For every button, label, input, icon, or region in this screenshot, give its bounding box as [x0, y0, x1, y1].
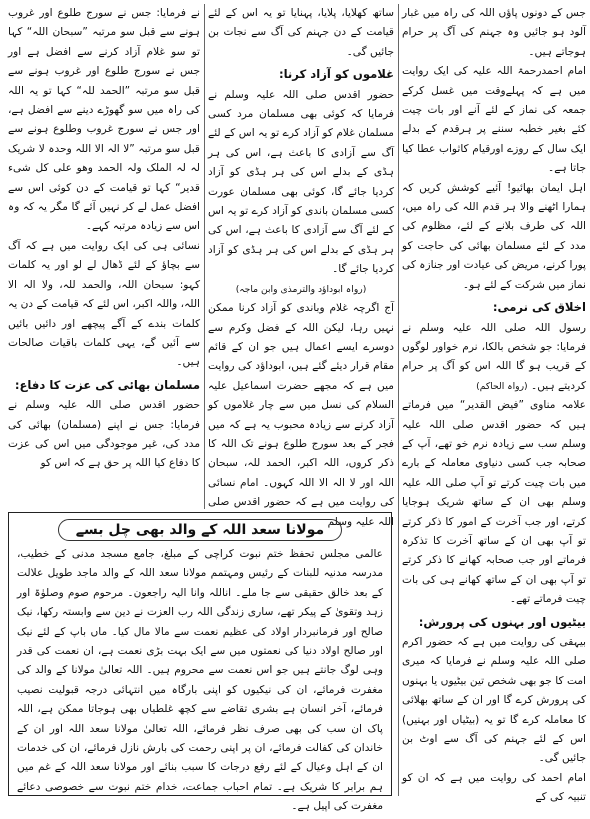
column-divider — [398, 4, 399, 796]
paragraph: حضور اقدس صلی اللہ علیہ وسلم نے فرمایا: جس نے اپنے (مسلمان) بھائی کی مدد کی، غیر موجودگی میں اس کی عزت کا دفاع کیا اللہ پر حق ہے کہ اس کو — [8, 399, 200, 470]
paragraph: حضور اقدس صلی اللہ علیہ وسلم نے فرمایا کہ کوئی بھی مسلمان مرد کسی مسلمان غلام کو آزاد کرے تو یہ اس کے لئے آگ سے آزادی کا باعث ہے، اس کی ہر ہڈی کے بدلے اس کی ہر ہڈی کو آزاد کردیا جائے گا، کوئی بھی مسلمان عورت کسی مسلمان باندی کو آزاد کرے تو یہ اس کے لئے آگ سے آزادی کا باعث ہے، اس کی ہر ہڈی کے بدلے اس کی ہر ہڈی کو آزاد کردیا جائے گا۔ — [208, 88, 394, 276]
section-heading-izzat: مسلمان بھائی کی عزت کا دفاع: — [14, 377, 200, 392]
section-heading-betiyon: بیٹیوں اور بہنوں کی پرورش: — [418, 614, 586, 629]
paragraph: ساتھ کھلایا، پلایا، پہنایا تو یہ اس کے لئے قیامت کے دن جہنم کی آگ سے نجات بن جائیں گی۔ — [208, 7, 394, 58]
hadith-text: رسول اللہ صلی اللہ علیہ وسلم نے فرمایا: جو شخص بالکا، نرم خواور لوگوں کے قریب ہو گا اللہ اس کو آگ پر حرام کردیتے ہیں۔ — [402, 321, 586, 392]
notice-title: مولانا سعد اللہ کے والد بھی چل بسے — [58, 519, 342, 541]
paragraph: امام احمدرحمۃ اللہ علیہ کی ایک روایت میں ہے کہ پہلےوقت میں غسل کرکے جمعہ کی نماز کے لئے آنے اور بات چیت کئے بغیر خطبہ سننے پر ہرقدم کے بدلے ایک سال کے روزے اورقیام کاثواب عطا کیا جاتا ہے۔ — [402, 65, 586, 175]
paragraph: اہل ایمان بھائیو! آئیے کوشش کریں کہ ہمارا اٹھنے والا ہر قدم اللہ کی راہ میں، اللہ کی طرف بلانے کے لئے، مظلوم کی مدد کے لئے مسلمان بھائی کی حاجت کو پورا کرنے، مریض کی عیادت اور جنازہ کی نماز میں شرکت کے لئے ہو۔ — [402, 181, 586, 291]
hadith-reference: (رواہ الحاکم) — [476, 380, 528, 392]
article-column-right — [402, 4, 586, 804]
column-divider — [204, 4, 205, 509]
paragraph: بیہقی کی روایت میں ہے کہ حضور اکرم صلی اللہ علیہ وسلم نے فرمایا کہ میری امت کا جو بھی شخص تین بیٹیوں یا بہنوں کی پرورش کرے گا اور ان کے ساتھ بھلائی کا معاملہ کرے گا تو یہ (بیٹیاں اور بہنیں) اس کے لئے جہنم کی آگ سے اوٹ بن جائیں گی۔ — [402, 636, 586, 765]
notice-body: عالمی مجلس تحفظ ختم نبوت کراچی کے مبلغ، جامع مسجد مدنی کے خطیب، مدرسہ مدنیہ للبنات کے رئیس ومہتمم مولانا سعد اللہ کے والد ماجد طویل علالت کے بعد خالق حقیقی سے جا ملے۔ اناللہ وانا الیہ راجعون۔ مرحوم صوم وصلوٰۃ اور زہد وتقویٰ کے پیکر تھے، ساری زندگی اللہ رب العزت نے دین سے وابستہ رکھا، نیک صالح اور فرمانبردار اولاد کی عظیم نعمت سے مالا مال کیا۔ ماں باپ کے لئے نیک اور صالح اولاد دنیا کی نعمتوں میں سے ایک بہت بڑی نعمت ہے، ان نعمت کی قدر وہی لوگ جانتے ہیں جو اس نعمت سے محروم ہیں۔ اللہ تعالیٰ مولانا کے والد کی مغفرت فرمائے، ان کی نیکیوں کو اپنی بارگاہ میں انتہائی درجہ قبولیت نصیب فرمائے، آخر انسان ہے بشری تقاضے سے کچھ غلطیاں بھی ہوجاتا ممکن ہے، اللہ پاک ان سب کی بھی صرف نظر فرمائے، اللہ تعالیٰ مولانا سعد اللہ اور ان کے خاندان کی کفالت فرمائے، ان پر اپنی رحمت کی بارش نازل فرمائے، ان کی خدمات ان کے اہل وعیال کے لئے رفع درجات کا سبب بنائے اور مولانا سعد اللہ کے غم میں ہم برابر کا شریک ہے۔ تمام احباب جماعت، خدام ختم نبوت سے خصوصی دعائے مغفرت کی اپیل ہے۔ — [17, 548, 383, 813]
paragraph — [402, 319, 586, 397]
hadith-reference: (رواہ ابوداؤد والترمذی وابن ماجہ) — [235, 283, 367, 295]
paragraph: آج اگرچہ غلام وباندی کو آزاد کرنا ممکن نہیں رہا، لیکن اللہ کے فضل وکرم سے دوسرے ایسے اعمال ہیں جو ان کے قائم مقام قرار دیئے گئے ہیں، ابوداؤد کی روایت میں ہے کہ مجھے حضرت اسماعیل علیہ السلام کی نسل میں سے چار غلاموں کو آزاد کرنے سے زیادہ محبوب یہ ہے کہ میں فجر کے بعد سورج طلوع ہونے تک اللہ کا ذکر کروں، اللہ اکبر، الحمد للہ، سبحان اللہ اور لا الہ الا اللہ کہوں۔ امام نسائی کی روایت میں ہے کہ حضور اقدس صلی اللہ علیہ وسلم — [208, 302, 394, 528]
paragraph: جس کے دونوں پاؤں اللہ کی راہ میں غبار آلود ہو جائیں وہ جہنم کی آگ پر حرام ہوجاتے ہیں۔ — [402, 7, 586, 58]
article-column-left — [8, 4, 200, 509]
section-heading-akhlaq: اخلاق کی نرمی: — [492, 300, 586, 315]
obituary-notice-box — [8, 512, 392, 813]
article-column-middle — [208, 4, 394, 528]
paragraph: امام احمد کی روایت میں ہے کہ ان کو تنبیہ کی کے — [402, 771, 586, 804]
paragraph: علامہ مناوی ”فیض القدیر“ میں فرماتے ہیں کہ حضور اقدس صلی اللہ علیہ وسلم سب سے زیادہ نرم خو تھے، آپ کے صحابہ جب کسی دنیاوی معاملہ کے بارے میں بات چیت کرتے تو آپ صلی اللہ علیہ وسلم بھی ان کے ساتھ شریک ہوجایا کرتے، اور جب آخرت کے امور کا ذکر کرتے تو آپ بھی ان کے ساتھ آخرت کا تذکرہ فرماتے اور جب صحابہ کھانے کا ذکر کرتے تو آپ بھی ان کے ساتھ کھانے ہی کی بات چیت فرماتے تھے۔ — [402, 399, 586, 606]
paragraph: نے فرمایا: جس نے سورج طلوع اور غروب ہونے سے قبل سو مرتبہ ”سبحان اللہ“ کہا تو سو غلام آزاد کرنے سے افضل ہے اور جس نے سورج طلوع اور غروب ہونے سے قبل سو مرتبہ ”الحمد للہ“ کہا تو یہ اللہ کی راہ میں سو گھوڑے دینے سے افضل ہے، اور جس نے سورج غروب وطلوع ہونے سے قبل سو مرتبہ ”لا الہ الا اللہ وحدہ لا شریک لہ لہ الملک ولہ الحمد وھو علی کل شیء قدیر“ کہا تو قیامت کے دن کوئی اس سے افضل عمل لے کر نہیں آئے گا مگر یہ کہ وہ اس سے زیادہ مرتبہ کہے۔ — [8, 7, 200, 233]
paragraph: نسائی ہی کی ایک روایت میں ہے کہ آگ سے بچاؤ کے لئے ڈھال لے لو اور یہ کلمات کہو: سبحان اللہ، والحمد للہ، ولا الہ الا اللہ، واللہ اکبر، اس لئے کہ قیامت کے دن یہ کلمات بندے کے آگے پیچھے اور دائیں بائیں سے آئیں گے، یہی کلمات باقیات صالحات ہیں۔ — [8, 239, 200, 369]
section-heading-ghulam: غلاموں کو آزاد کرنا: — [278, 67, 394, 82]
